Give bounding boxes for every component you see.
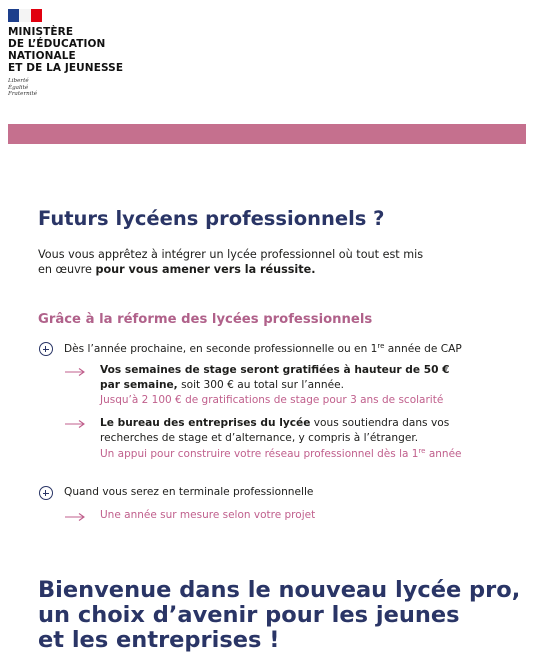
ministry-name (8, 26, 123, 74)
intro-bold: pour vous amener vers la réussite. (95, 263, 316, 276)
intro-text: en œuvre (38, 263, 96, 276)
item-2-line-2: recherches de stage et d’alternance, y compris à l’étranger. (100, 432, 419, 444)
closing-line: et les entreprises ! (38, 627, 280, 653)
item-1-bold: Vos semaines de stage seront gratifiées à hauteur de 50 € (100, 364, 450, 376)
intro-paragraph (38, 247, 423, 277)
point-1-text (64, 342, 462, 355)
motto-line: Fraternité (8, 91, 38, 98)
arrow-right-icon (64, 367, 86, 377)
item-2-rest: vous soutiendra dans vos (310, 417, 450, 429)
point-1-before: Dès l’année prochaine, en seconde professionnelle ou en 1 (64, 343, 378, 355)
arrow-right-icon (64, 512, 86, 522)
republic-motto (8, 78, 37, 98)
closing-headline (38, 578, 520, 653)
item-1-highlight: Jusqu’à 2 100 € de gratifications de stage pour 3 ans de scolarité (100, 394, 444, 406)
french-flag-logo (8, 9, 42, 22)
page-title: Futurs lycéens professionnels ? (38, 207, 385, 230)
item-1-line-1 (100, 364, 450, 376)
item-2-highlight (100, 447, 462, 460)
item-2-pink-after: année (425, 448, 462, 460)
motto-line: Égalité (8, 84, 29, 91)
item-2-pink-before: Un appui pour construire votre réseau professionnel dès la 1 (100, 448, 419, 460)
ministry-line: ET DE LA JEUNESSE (8, 62, 124, 74)
point-2-text: Quand vous serez en terminale professionnelle (64, 486, 314, 498)
item-1-line-2 (100, 379, 344, 391)
ministry-line: MINISTÈRE (8, 26, 74, 38)
ministry-line: DE L’ÉDUCATION (8, 38, 106, 50)
arrow-right-icon (64, 419, 86, 429)
item-1-bold-2: par semaine, (100, 379, 178, 391)
superscript: re (418, 447, 426, 455)
item-1-rest: soit 300 € au total sur l’année. (177, 379, 345, 391)
motto-line: Liberté (8, 78, 29, 84)
section-title: Grâce à la réforme des lycées professionnels (38, 312, 373, 327)
point-2-highlight: Une année sur mesure selon votre projet (100, 509, 316, 521)
superscript: re (377, 342, 385, 350)
item-2-line-1 (100, 417, 449, 429)
plus-circle-icon (39, 342, 53, 356)
plus-circle-icon (39, 486, 53, 500)
point-1-after: année de CAP (384, 343, 462, 355)
ministry-line: NATIONALE (8, 50, 76, 62)
intro-line: Vous vous apprêtez à intégrer un lycée professionnel où tout est mis (38, 248, 424, 261)
closing-line: un choix d’avenir pour les jeunes (38, 602, 460, 628)
item-2-bold: Le bureau des entreprises du lycée (100, 417, 311, 429)
decorative-band (8, 124, 526, 144)
closing-line: Bienvenue dans le nouveau lycée pro, (38, 577, 521, 603)
